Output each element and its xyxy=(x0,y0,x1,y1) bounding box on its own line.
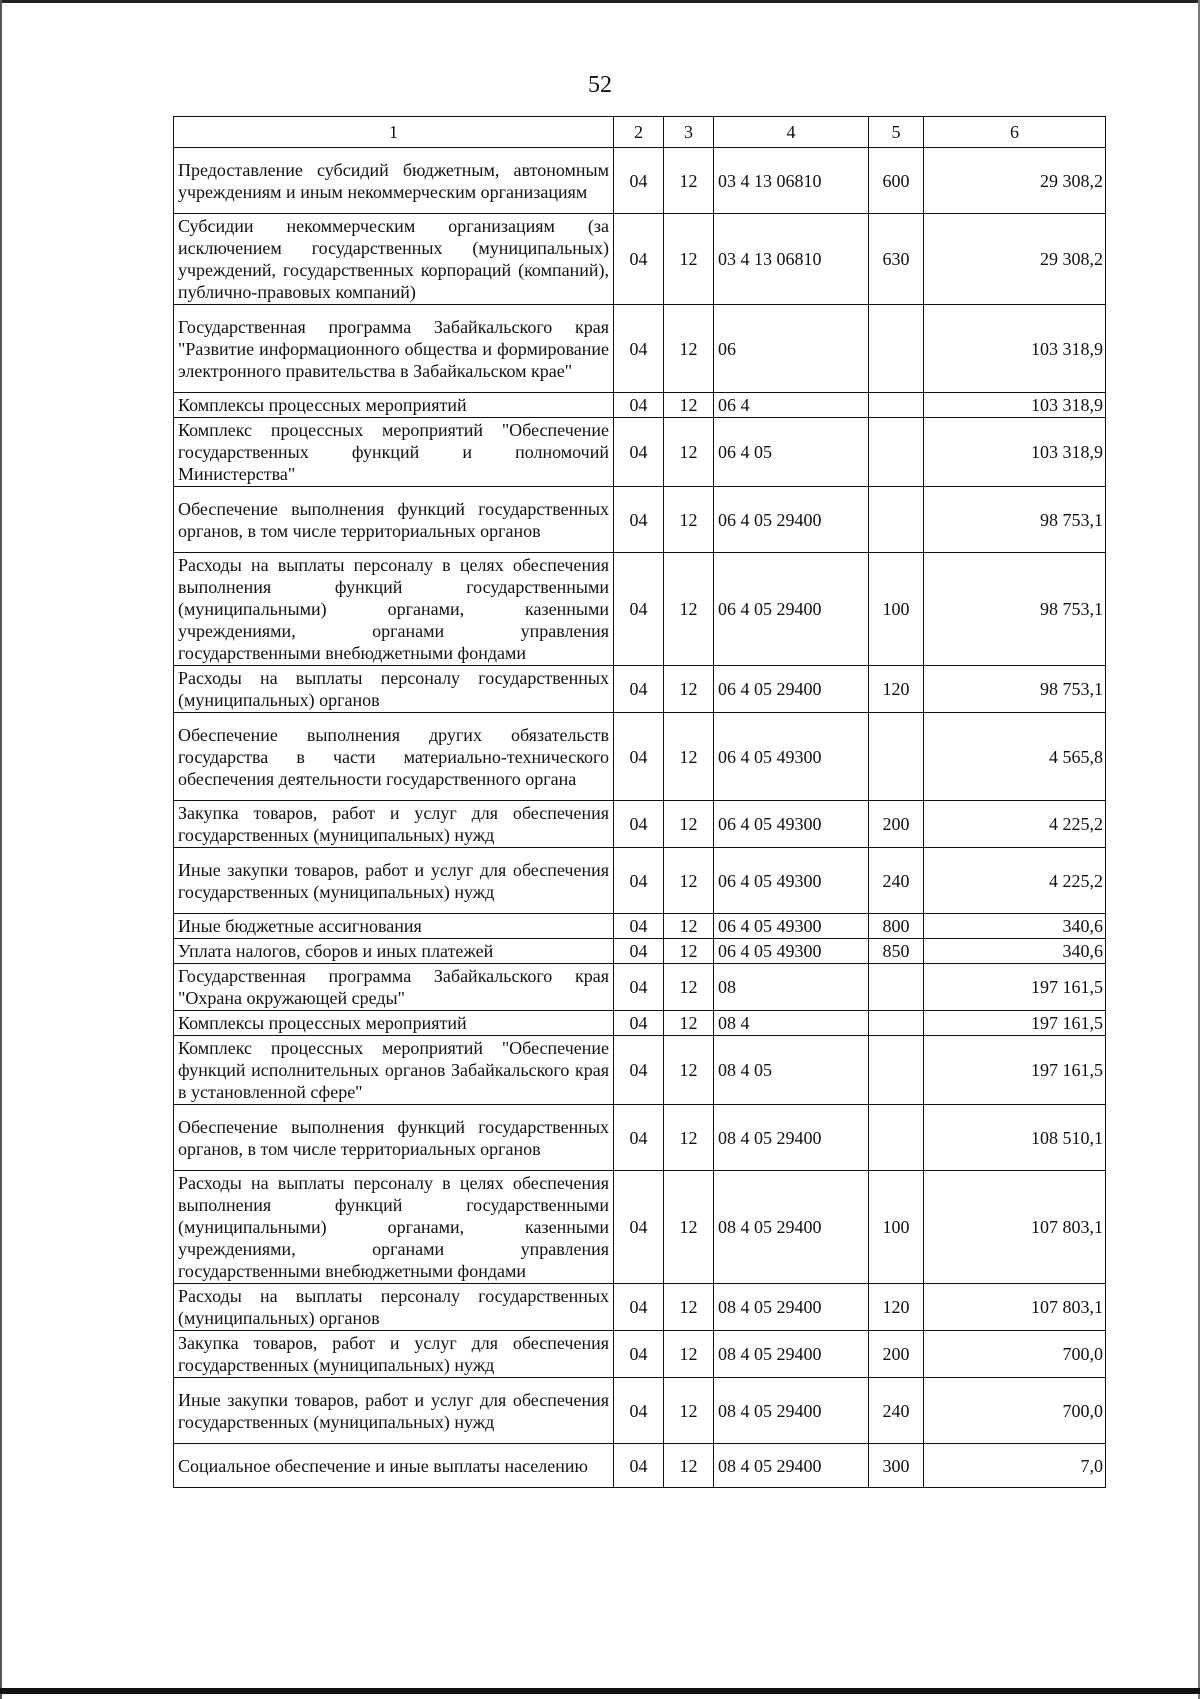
column-header: 5 xyxy=(869,117,924,148)
row-description: Государственная программа Забайкальского края "Охрана окружающей среды" xyxy=(174,964,614,1011)
table-row xyxy=(174,1036,1106,1105)
row-section: 04 xyxy=(614,914,664,939)
table-row xyxy=(174,666,1106,713)
row-subsection: 12 xyxy=(664,418,714,487)
row-section: 04 xyxy=(614,848,664,914)
row-target-article: 06 4 05 49300 xyxy=(714,713,869,801)
scan-edge-left xyxy=(0,0,2,1699)
row-description: Расходы на выплаты персоналу государственных (муниципальных) органов xyxy=(174,1284,614,1331)
row-description: Комплексы процессных мероприятий xyxy=(174,1011,614,1036)
row-target-article: 08 4 05 29400 xyxy=(714,1444,869,1488)
table-row xyxy=(174,1171,1106,1284)
row-section: 04 xyxy=(614,964,664,1011)
row-section: 04 xyxy=(614,1284,664,1331)
row-description: Обеспечение выполнения функций государственных органов, в том числе территориальных органов xyxy=(174,1105,614,1171)
row-target-article: 06 4 05 29400 xyxy=(714,553,869,666)
row-expense-type xyxy=(869,487,924,553)
row-amount: 7,0 xyxy=(924,1444,1106,1488)
row-subsection: 12 xyxy=(664,1036,714,1105)
row-section: 04 xyxy=(614,1171,664,1284)
row-subsection: 12 xyxy=(664,487,714,553)
row-subsection: 12 xyxy=(664,1171,714,1284)
row-amount: 700,0 xyxy=(924,1331,1106,1378)
row-amount: 103 318,9 xyxy=(924,393,1106,418)
row-expense-type: 120 xyxy=(869,666,924,713)
row-description: Предоставление субсидий бюджетным, автономным учреждениям и иным некоммерческим организациям xyxy=(174,148,614,214)
row-section: 04 xyxy=(614,418,664,487)
row-description: Обеспечение выполнения других обязательств государства в части материально-технического обеспечения деятельности государственного органа xyxy=(174,713,614,801)
table-row xyxy=(174,553,1106,666)
table-row xyxy=(174,1284,1106,1331)
row-section: 04 xyxy=(614,148,664,214)
table-row xyxy=(174,1444,1106,1488)
row-expense-type: 600 xyxy=(869,148,924,214)
row-section: 04 xyxy=(614,1011,664,1036)
row-target-article: 06 4 05 49300 xyxy=(714,939,869,964)
row-section: 04 xyxy=(614,214,664,305)
table-row xyxy=(174,713,1106,801)
row-section: 04 xyxy=(614,1444,664,1488)
row-expense-type: 240 xyxy=(869,1378,924,1444)
column-header: 6 xyxy=(924,117,1106,148)
row-target-article: 08 4 05 29400 xyxy=(714,1331,869,1378)
row-description: Расходы на выплаты персоналу в целях обеспечения выполнения функций государственными (муниципальными) органами, казенными учреждениями, органами управления государственными внебюджетными фондами xyxy=(174,1171,614,1284)
column-header: 3 xyxy=(664,117,714,148)
row-target-article: 06 xyxy=(714,305,869,393)
row-section: 04 xyxy=(614,1105,664,1171)
row-section: 04 xyxy=(614,666,664,713)
row-section: 04 xyxy=(614,487,664,553)
row-subsection: 12 xyxy=(664,1284,714,1331)
table-row xyxy=(174,1105,1106,1171)
row-amount: 103 318,9 xyxy=(924,418,1106,487)
row-amount: 4 565,8 xyxy=(924,713,1106,801)
row-amount: 700,0 xyxy=(924,1378,1106,1444)
row-section: 04 xyxy=(614,1036,664,1105)
row-description: Социальное обеспечение и иные выплаты населению xyxy=(174,1444,614,1488)
row-expense-type xyxy=(869,1105,924,1171)
row-subsection: 12 xyxy=(664,553,714,666)
row-target-article: 06 4 05 49300 xyxy=(714,914,869,939)
row-section: 04 xyxy=(614,553,664,666)
table-row xyxy=(174,1011,1106,1036)
row-expense-type: 120 xyxy=(869,1284,924,1331)
column-header: 4 xyxy=(714,117,869,148)
row-amount: 197 161,5 xyxy=(924,1011,1106,1036)
row-subsection: 12 xyxy=(664,914,714,939)
row-description: Субсидии некоммерческим организациям (за исключением государственных (муниципальных) учреждений, государственных корпораций (компаний), публично-правовых компаний) xyxy=(174,214,614,305)
row-expense-type: 240 xyxy=(869,848,924,914)
row-description: Уплата налогов, сборов и иных платежей xyxy=(174,939,614,964)
row-subsection: 12 xyxy=(664,1105,714,1171)
table-row xyxy=(174,418,1106,487)
scan-edge-bottom xyxy=(0,1688,1200,1694)
row-section: 04 xyxy=(614,1378,664,1444)
row-target-article: 06 4 05 49300 xyxy=(714,848,869,914)
row-description: Закупка товаров, работ и услуг для обеспечения государственных (муниципальных) нужд xyxy=(174,1331,614,1378)
row-target-article: 06 4 05 xyxy=(714,418,869,487)
row-amount: 98 753,1 xyxy=(924,487,1106,553)
row-subsection: 12 xyxy=(664,1444,714,1488)
row-subsection: 12 xyxy=(664,305,714,393)
row-target-article: 08 4 05 xyxy=(714,1036,869,1105)
row-amount: 108 510,1 xyxy=(924,1105,1106,1171)
row-section: 04 xyxy=(614,305,664,393)
row-description: Обеспечение выполнения функций государственных органов, в том числе территориальных органов xyxy=(174,487,614,553)
row-expense-type: 630 xyxy=(869,214,924,305)
row-subsection: 12 xyxy=(664,1378,714,1444)
table-row xyxy=(174,1331,1106,1378)
row-expense-type xyxy=(869,964,924,1011)
row-section: 04 xyxy=(614,939,664,964)
table-row xyxy=(174,487,1106,553)
row-description: Государственная программа Забайкальского края "Развитие информационного общества и формирование электронного правительства в Забайкальском крае" xyxy=(174,305,614,393)
row-amount: 197 161,5 xyxy=(924,964,1106,1011)
column-header: 1 xyxy=(174,117,614,148)
row-section: 04 xyxy=(614,393,664,418)
row-description: Расходы на выплаты персоналу государственных (муниципальных) органов xyxy=(174,666,614,713)
table-body xyxy=(174,148,1106,1488)
row-expense-type xyxy=(869,713,924,801)
row-target-article: 06 4 05 49300 xyxy=(714,801,869,848)
table-header-row xyxy=(174,117,1106,148)
table-row xyxy=(174,148,1106,214)
row-description: Закупка товаров, работ и услуг для обеспечения государственных (муниципальных) нужд xyxy=(174,801,614,848)
row-amount: 107 803,1 xyxy=(924,1171,1106,1284)
page-number: 52 xyxy=(588,72,612,98)
row-expense-type xyxy=(869,305,924,393)
row-description: Иные бюджетные ассигнования xyxy=(174,914,614,939)
row-section: 04 xyxy=(614,713,664,801)
row-expense-type: 200 xyxy=(869,801,924,848)
row-target-article: 08 4 xyxy=(714,1011,869,1036)
row-subsection: 12 xyxy=(664,939,714,964)
row-expense-type xyxy=(869,1011,924,1036)
row-subsection: 12 xyxy=(664,713,714,801)
table-row xyxy=(174,214,1106,305)
row-subsection: 12 xyxy=(664,666,714,713)
row-expense-type: 850 xyxy=(869,939,924,964)
row-target-article: 08 4 05 29400 xyxy=(714,1284,869,1331)
row-amount: 29 308,2 xyxy=(924,214,1106,305)
row-target-article: 08 4 05 29400 xyxy=(714,1105,869,1171)
table-row xyxy=(174,801,1106,848)
scan-edge-top xyxy=(0,0,1200,3)
budget-table xyxy=(173,116,1106,1488)
row-description: Иные закупки товаров, работ и услуг для обеспечения государственных (муниципальных) нужд xyxy=(174,1378,614,1444)
row-amount: 98 753,1 xyxy=(924,553,1106,666)
row-subsection: 12 xyxy=(664,1331,714,1378)
row-section: 04 xyxy=(614,1331,664,1378)
row-expense-type: 800 xyxy=(869,914,924,939)
row-expense-type xyxy=(869,418,924,487)
table-row xyxy=(174,305,1106,393)
row-target-article: 06 4 xyxy=(714,393,869,418)
row-description: Комплекс процессных мероприятий "Обеспечение функций исполнительных органов Забайкальского края в установленной сфере" xyxy=(174,1036,614,1105)
row-amount: 29 308,2 xyxy=(924,148,1106,214)
row-expense-type: 100 xyxy=(869,1171,924,1284)
row-amount: 107 803,1 xyxy=(924,1284,1106,1331)
row-target-article: 08 xyxy=(714,964,869,1011)
row-target-article: 06 4 05 29400 xyxy=(714,666,869,713)
table-row xyxy=(174,1378,1106,1444)
row-amount: 98 753,1 xyxy=(924,666,1106,713)
row-subsection: 12 xyxy=(664,214,714,305)
row-expense-type xyxy=(869,393,924,418)
row-subsection: 12 xyxy=(664,964,714,1011)
row-amount: 197 161,5 xyxy=(924,1036,1106,1105)
row-description: Расходы на выплаты персоналу в целях обеспечения выполнения функций государственными (муниципальными) органами, казенными учреждениями, органами управления государственными внебюджетными фондами xyxy=(174,553,614,666)
row-target-article: 08 4 05 29400 xyxy=(714,1378,869,1444)
row-target-article: 03 4 13 06810 xyxy=(714,214,869,305)
table-row xyxy=(174,964,1106,1011)
row-amount: 340,6 xyxy=(924,939,1106,964)
row-expense-type: 100 xyxy=(869,553,924,666)
row-description: Комплексы процессных мероприятий xyxy=(174,393,614,418)
row-subsection: 12 xyxy=(664,1011,714,1036)
row-subsection: 12 xyxy=(664,393,714,418)
row-amount: 103 318,9 xyxy=(924,305,1106,393)
row-amount: 4 225,2 xyxy=(924,848,1106,914)
row-subsection: 12 xyxy=(664,148,714,214)
row-subsection: 12 xyxy=(664,848,714,914)
table-row xyxy=(174,914,1106,939)
row-section: 04 xyxy=(614,801,664,848)
row-target-article: 03 4 13 06810 xyxy=(714,148,869,214)
row-description: Иные закупки товаров, работ и услуг для обеспечения государственных (муниципальных) нужд xyxy=(174,848,614,914)
row-expense-type: 300 xyxy=(869,1444,924,1488)
row-amount: 340,6 xyxy=(924,914,1106,939)
row-target-article: 08 4 05 29400 xyxy=(714,1171,869,1284)
column-header: 2 xyxy=(614,117,664,148)
row-expense-type xyxy=(869,1036,924,1105)
row-subsection: 12 xyxy=(664,801,714,848)
row-amount: 4 225,2 xyxy=(924,801,1106,848)
row-target-article: 06 4 05 29400 xyxy=(714,487,869,553)
table-row xyxy=(174,848,1106,914)
table-row xyxy=(174,393,1106,418)
row-expense-type: 200 xyxy=(869,1331,924,1378)
row-description: Комплекс процессных мероприятий "Обеспечение государственных функций и полномочий Министерства" xyxy=(174,418,614,487)
table-row xyxy=(174,939,1106,964)
